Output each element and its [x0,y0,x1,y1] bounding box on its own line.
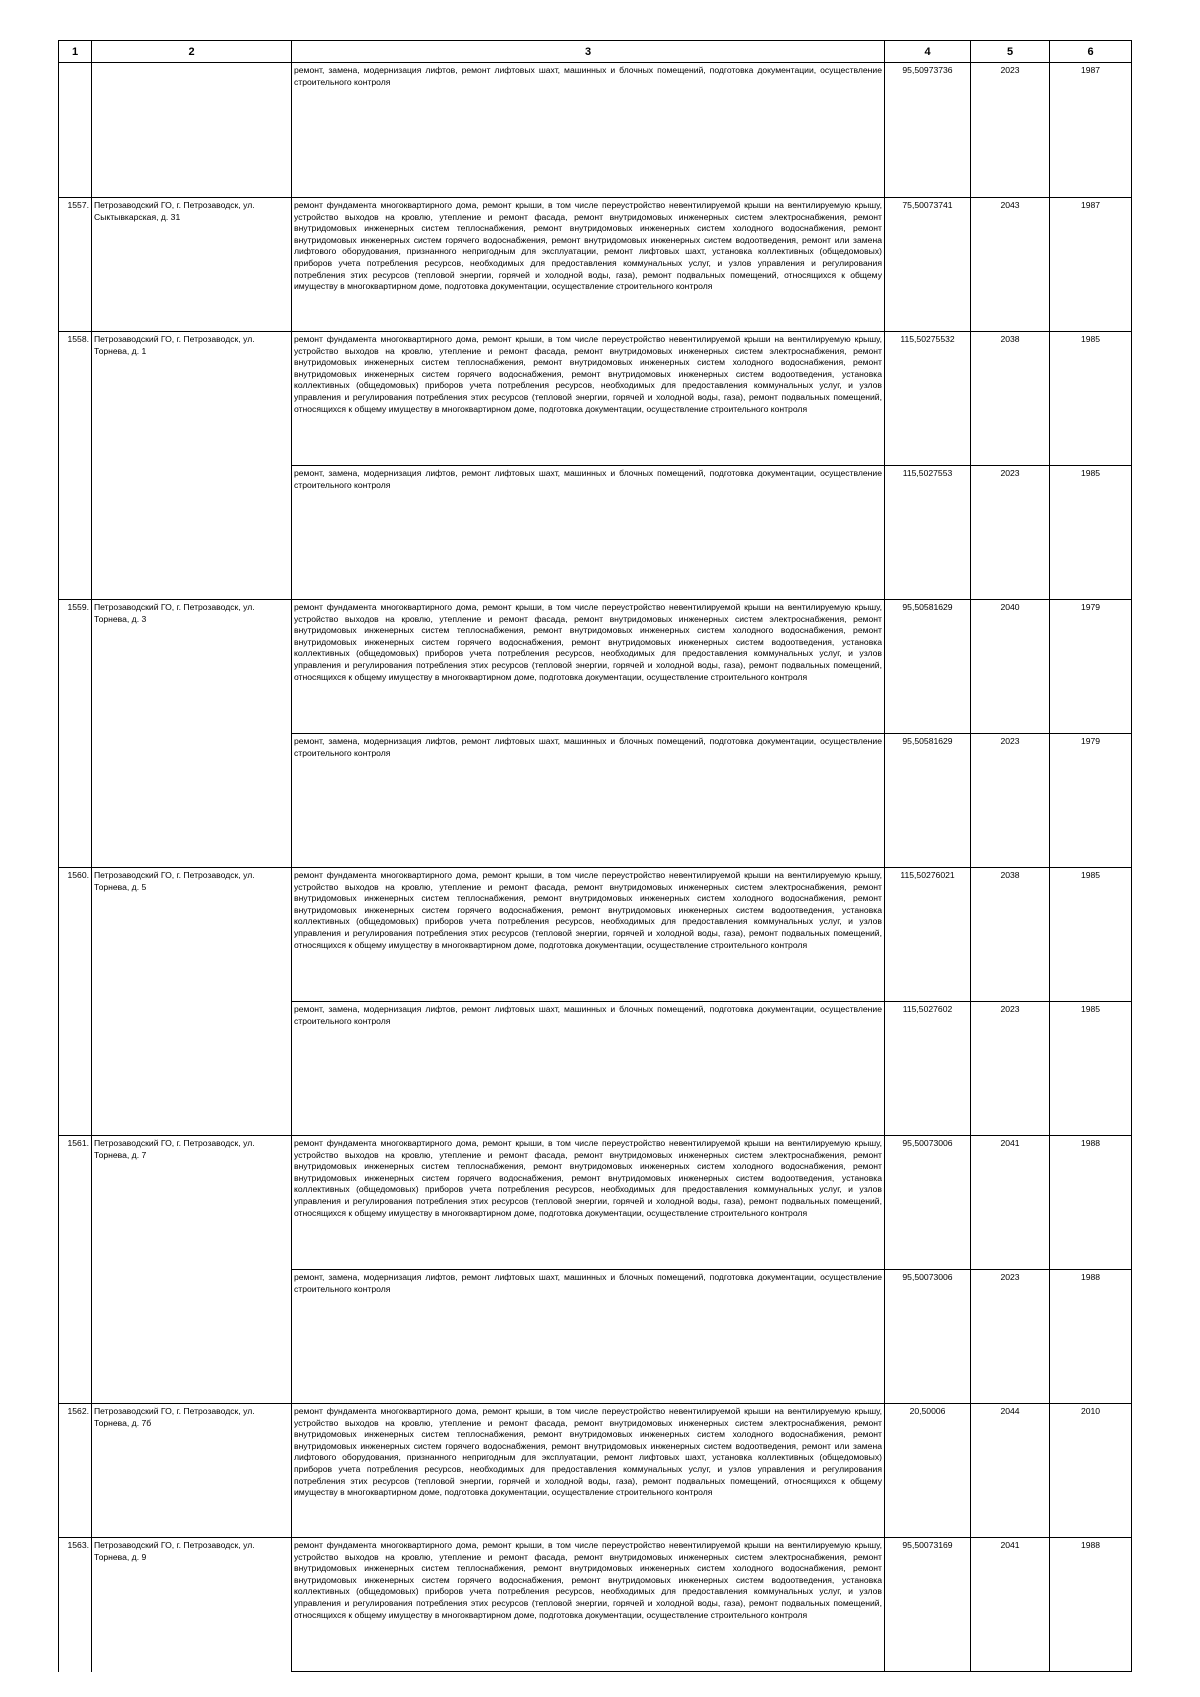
table-row [59,1002,1132,1136]
table-row [59,1538,1132,1672]
address-cell [92,1002,292,1136]
address-cell: Петрозаводский ГО, г. Петрозаводск, ул. Торнева, д. 3 [92,600,292,734]
work-description: ремонт, замена, модернизация лифтов, ремонт лифтовых шахт, машинных и блочных помещений, подготовка документации, осуществление строительного контроля [292,1002,885,1136]
table-header-row [59,41,1132,63]
year-planned-cell: 2023 [971,1002,1050,1136]
year-planned-cell: 2038 [971,868,1050,1002]
cost-cell: 75,50073741 [885,198,971,332]
year-built-cell: 1985 [1050,466,1132,600]
year-built-cell: 1988 [1050,1270,1132,1404]
address-cell [92,734,292,868]
column-header: 6 [1050,41,1132,63]
work-description: ремонт, замена, модернизация лифтов, ремонт лифтовых шахт, машинных и блочных помещений, подготовка документации, осуществление строительного контроля [292,63,885,198]
row-number [59,466,92,600]
row-number [59,1002,92,1136]
table-row [59,198,1132,332]
cost-cell: 95,50973736 [885,63,971,198]
address-cell: Петрозаводский ГО, г. Петрозаводск, ул. Торнева, д. 1 [92,332,292,466]
table-row [59,734,1132,868]
year-built-cell: 1988 [1050,1136,1132,1270]
year-planned-cell: 2041 [971,1538,1050,1672]
year-planned-cell: 2040 [971,600,1050,734]
document-page [58,40,1132,1672]
row-number: 1561. [59,1136,92,1270]
year-built-cell: 1987 [1050,63,1132,198]
work-description: ремонт фундамента многоквартирного дома, ремонт крыши, в том числе переустройство невентилируемой крыши на вентилируемую крышу, устройство выходов на кровлю, утепление и ремонт фасада, ремонт внутридомовых инженерных систем электроснабжения, ремонт внутридомовых инженерных систем теплоснабжения, ремонт внутридомовых инженерных систем холодного водоснабжения, ремонт внутридомовых инженерных систем горячего водоснабжения, ремонт внутридомовых инженерных систем водоотведения, установка коллективных (общедомовых) приборов учета потребления ресурсов, необходимых для предоставления коммунальных услуг, и узлов управления и регулирования потребления этих ресурсов (тепловой энергии, горячей и холодной воды, газа), ремонт подвальных помещений, относящихся к общему имуществу в многоквартирном доме, подготовка документации, осуществление строительного контроля [292,1136,885,1270]
year-planned-cell: 2023 [971,1270,1050,1404]
cost-cell: 115,50276021 [885,868,971,1002]
cost-cell: 115,5027553 [885,466,971,600]
year-built-cell: 1985 [1050,332,1132,466]
cost-cell: 95,50581629 [885,600,971,734]
cost-cell: 20,50006 [885,1404,971,1538]
table-row [59,600,1132,734]
column-header: 4 [885,41,971,63]
cost-cell: 95,50581629 [885,734,971,868]
year-planned-cell: 2023 [971,466,1050,600]
year-built-cell: 1979 [1050,734,1132,868]
year-built-cell: 1979 [1050,600,1132,734]
work-description: ремонт фундамента многоквартирного дома, ремонт крыши, в том числе переустройство невентилируемой крыши на вентилируемую крышу, устройство выходов на кровлю, утепление и ремонт фасада, ремонт внутридомовых инженерных систем электроснабжения, ремонт внутридомовых инженерных систем теплоснабжения, ремонт внутридомовых инженерных систем холодного водоснабжения, ремонт внутридомовых инженерных систем горячего водоснабжения, ремонт внутридомовых инженерных систем водоотведения, установка коллективных (общедомовых) приборов учета потребления ресурсов, необходимых для предоставления коммунальных услуг, и узлов управления и регулирования потребления этих ресурсов (тепловой энергии, горячей и холодной воды, газа), ремонт подвальных помещений, относящихся к общему имуществу в многоквартирном доме, подготовка документации, осуществление строительного контроля [292,1538,885,1672]
column-header: 5 [971,41,1050,63]
cost-cell: 95,50073006 [885,1136,971,1270]
row-number [59,63,92,198]
repair-program-table [58,40,1132,1672]
address-cell: Петрозаводский ГО, г. Петрозаводск, ул. Торнева, д. 7 [92,1136,292,1270]
table-row [59,1136,1132,1270]
row-number: 1563. [59,1538,92,1672]
address-cell [92,63,292,198]
work-description: ремонт, замена, модернизация лифтов, ремонт лифтовых шахт, машинных и блочных помещений, подготовка документации, осуществление строительного контроля [292,734,885,868]
work-description: ремонт, замена, модернизация лифтов, ремонт лифтовых шахт, машинных и блочных помещений, подготовка документации, осуществление строительного контроля [292,466,885,600]
cost-cell: 95,50073169 [885,1538,971,1672]
year-built-cell: 1985 [1050,1002,1132,1136]
year-planned-cell: 2023 [971,734,1050,868]
work-description: ремонт фундамента многоквартирного дома, ремонт крыши, в том числе переустройство невентилируемой крыши на вентилируемую крышу, устройство выходов на кровлю, утепление и ремонт фасада, ремонт внутридомовых инженерных систем электроснабжения, ремонт внутридомовых инженерных систем теплоснабжения, ремонт внутридомовых инженерных систем холодного водоснабжения, ремонт внутридомовых инженерных систем горячего водоснабжения, ремонт внутридомовых инженерных систем водоотведения, установка коллективных (общедомовых) приборов учета потребления ресурсов, необходимых для предоставления коммунальных услуг, и узлов управления и регулирования потребления этих ресурсов (тепловой энергии, горячей и холодной воды, газа), ремонт подвальных помещений, относящихся к общему имуществу в многоквартирном доме, подготовка документации, осуществление строительного контроля [292,600,885,734]
row-number: 1559. [59,600,92,734]
year-planned-cell: 2044 [971,1404,1050,1538]
work-description: ремонт фундамента многоквартирного дома, ремонт крыши, в том числе переустройство невентилируемой крыши на вентилируемую крышу, устройство выходов на кровлю, утепление и ремонт фасада, ремонт внутридомовых инженерных систем электроснабжения, ремонт внутридомовых инженерных систем теплоснабжения, ремонт внутридомовых инженерных систем холодного водоснабжения, ремонт внутридомовых инженерных систем горячего водоснабжения, ремонт внутридомовых инженерных систем водоотведения, ремонт или замена лифтового оборудования, признанного непригодным для эксплуатации, ремонт лифтовых шахт, установка коллективных (общедомовых) приборов учета потребления ресурсов, необходимых для предоставления коммунальных услуг, и узлов управления и регулирования потребления этих ресурсов (тепловой энергии, горячей и холодной воды, газа), ремонт подвальных помещений, относящихся к общему имуществу в многоквартирном доме, подготовка документации, осуществление строительного контроля [292,1404,885,1538]
row-number [59,734,92,868]
column-header: 3 [292,41,885,63]
work-description: ремонт фундамента многоквартирного дома, ремонт крыши, в том числе переустройство невентилируемой крыши на вентилируемую крышу, устройство выходов на кровлю, утепление и ремонт фасада, ремонт внутридомовых инженерных систем электроснабжения, ремонт внутридомовых инженерных систем теплоснабжения, ремонт внутридомовых инженерных систем холодного водоснабжения, ремонт внутридомовых инженерных систем горячего водоснабжения, ремонт внутридомовых инженерных систем водоотведения, ремонт или замена лифтового оборудования, признанного непригодным для эксплуатации, ремонт лифтовых шахт, установка коллективных (общедомовых) приборов учета потребления ресурсов, необходимых для предоставления коммунальных услуг, и узлов управления и регулирования потребления этих ресурсов (тепловой энергии, горячей и холодной воды, газа), ремонт подвальных помещений, относящихся к общему имуществу в многоквартирном доме, подготовка документации, осуществление строительного контроля [292,198,885,332]
table-row [59,868,1132,1002]
table-row [59,466,1132,600]
year-built-cell: 1985 [1050,868,1132,1002]
year-planned-cell: 2041 [971,1136,1050,1270]
work-description: ремонт фундамента многоквартирного дома, ремонт крыши, в том числе переустройство невентилируемой крыши на вентилируемую крышу, устройство выходов на кровлю, утепление и ремонт фасада, ремонт внутридомовых инженерных систем электроснабжения, ремонт внутридомовых инженерных систем теплоснабжения, ремонт внутридомовых инженерных систем холодного водоснабжения, ремонт внутридомовых инженерных систем горячего водоснабжения, ремонт внутридомовых инженерных систем водоотведения, установка коллективных (общедомовых) приборов учета потребления ресурсов, необходимых для предоставления коммунальных услуг, и узлов управления и регулирования потребления этих ресурсов (тепловой энергии, горячей и холодной воды, газа), ремонт подвальных помещений, относящихся к общему имуществу в многоквартирном доме, подготовка документации, осуществление строительного контроля [292,868,885,1002]
column-header: 1 [59,41,92,63]
address-cell [92,466,292,600]
cost-cell: 115,50275532 [885,332,971,466]
year-built-cell: 2010 [1050,1404,1132,1538]
work-description: ремонт фундамента многоквартирного дома, ремонт крыши, в том числе переустройство невентилируемой крыши на вентилируемую крышу, устройство выходов на кровлю, утепление и ремонт фасада, ремонт внутридомовых инженерных систем электроснабжения, ремонт внутридомовых инженерных систем теплоснабжения, ремонт внутридомовых инженерных систем холодного водоснабжения, ремонт внутридомовых инженерных систем горячего водоснабжения, ремонт внутридомовых инженерных систем водоотведения, установка коллективных (общедомовых) приборов учета потребления ресурсов, необходимых для предоставления коммунальных услуг, и узлов управления и регулирования потребления этих ресурсов (тепловой энергии, горячей и холодной воды, газа), ремонт подвальных помещений, относящихся к общему имуществу в многоквартирном доме, подготовка документации, осуществление строительного контроля [292,332,885,466]
year-planned-cell: 2038 [971,332,1050,466]
table-row [59,1270,1132,1404]
address-cell: Петрозаводский ГО, г. Петрозаводск, ул. Торнева, д. 7б [92,1404,292,1538]
work-description: ремонт, замена, модернизация лифтов, ремонт лифтовых шахт, машинных и блочных помещений, подготовка документации, осуществление строительного контроля [292,1270,885,1404]
address-cell: Петрозаводский ГО, г. Петрозаводск, ул. Торнева, д. 5 [92,868,292,1002]
year-planned-cell: 2043 [971,198,1050,332]
year-built-cell: 1988 [1050,1538,1132,1672]
year-built-cell: 1987 [1050,198,1132,332]
row-number: 1557. [59,198,92,332]
address-cell: Петрозаводский ГО, г. Петрозаводск, ул. Торнева, д. 9 [92,1538,292,1672]
cost-cell: 95,50073006 [885,1270,971,1404]
row-number: 1558. [59,332,92,466]
row-number: 1562. [59,1404,92,1538]
address-cell [92,1270,292,1404]
address-cell: Петрозаводский ГО, г. Петрозаводск, ул. Сыктывкарская, д. 31 [92,198,292,332]
table-row [59,63,1132,198]
table-row [59,1404,1132,1538]
cost-cell: 115,5027602 [885,1002,971,1136]
year-planned-cell: 2023 [971,63,1050,198]
row-number [59,1270,92,1404]
row-number: 1560. [59,868,92,1002]
table-row [59,332,1132,466]
column-header: 2 [92,41,292,63]
